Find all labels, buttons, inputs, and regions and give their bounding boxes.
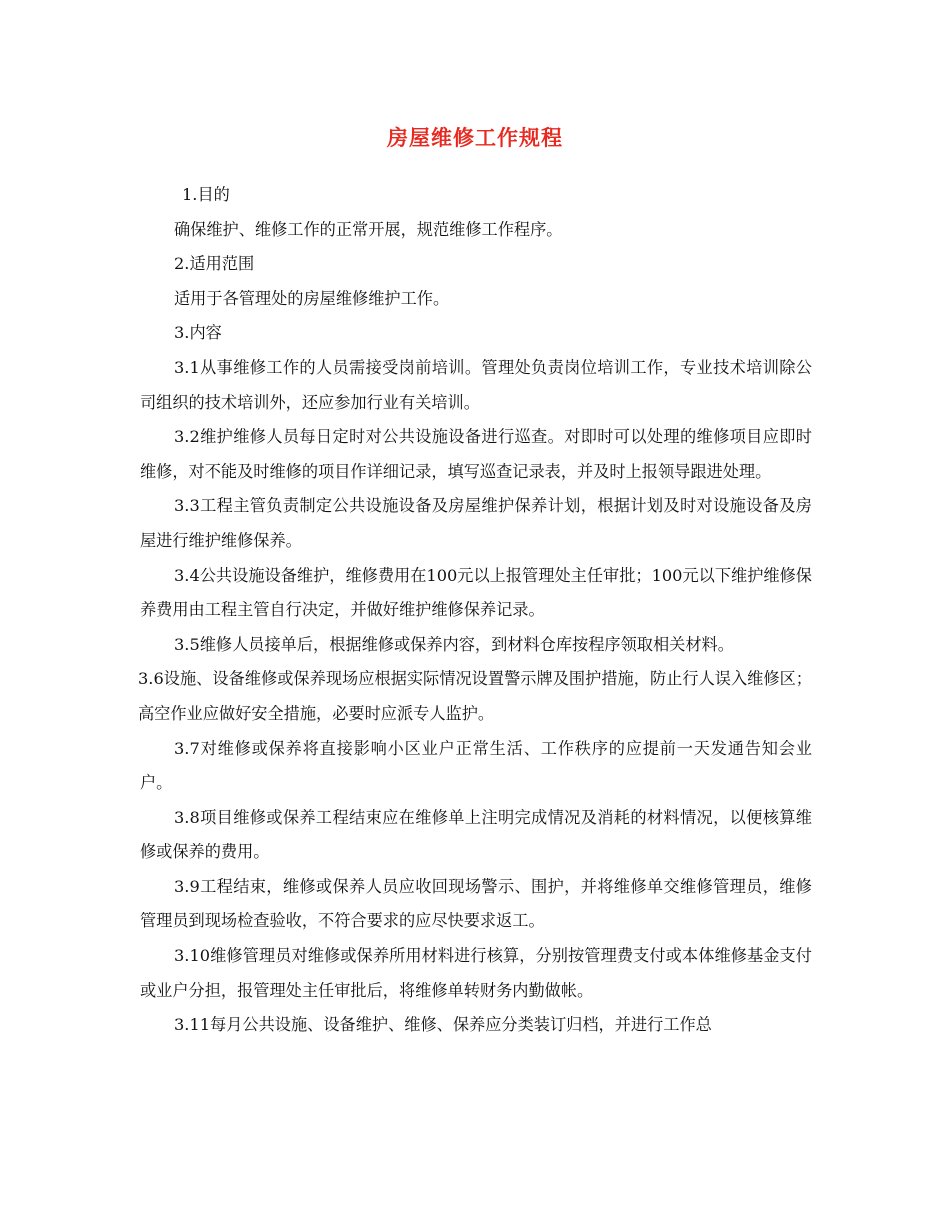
paragraph-scope: 适用于各管理处的房屋维修维护工作。 <box>174 288 450 308</box>
paragraph-3-5: 3.5维修人员接单后，根据维修或保养内容，到材料仓库按程序领取相关材料。 <box>174 634 734 654</box>
section-heading-content: 3.内容 <box>174 323 222 343</box>
paragraph-3-6: 3.6设施、设备维修或保养现场应根据实际情况设置警示牌及围护措施，防止行人误入维修区；高空作业应做好安全措施，必要时应派专人监护。 <box>138 669 812 723</box>
section-heading-purpose: 1.目的 <box>182 185 230 204</box>
paragraph-3-2: 3.2维护维修人员每日定时对公共设施设备进行巡查。对即时可以处理的维修项目应即时维修，对不能及时维修的项目作详细记录，填写巡查记录表，并及时上报领导跟进处理。 <box>140 427 812 481</box>
paragraph-purpose: 确保维护、维修工作的正常开展，规范维修工作程序。 <box>174 219 563 239</box>
paragraph-3-8: 3.8项目维修或保养工程结束应在维修单上注明完成情况及消耗的材料情况，以便核算维修或保养的费用。 <box>140 807 812 862</box>
paragraph-3-9: 3.9工程结束，维修或保养人员应收回现场警示、围护，并将维修单交维修管理员，维修管理员到现场检查验收，不符合要求的应尽快要求返工。 <box>140 876 812 931</box>
document-body <box>140 178 812 1043</box>
section-heading-scope: 2.适用范围 <box>174 254 255 274</box>
paragraph-3-11: 3.11每月公共设施、设备维护、维修、保养应分类装订归档，并进行工作总 <box>174 1015 712 1035</box>
paragraph-3-3: 3.3工程主管负责制定公共设施设备及房屋维护保养计划，根据计划及时对设施设备及房屋进行维护维修保养。 <box>140 496 812 550</box>
paragraph-3-7: 3.7对维修或保养将直接影响小区业户正常生活、工作秩序的应提前一天发通告知会业户。 <box>140 738 812 793</box>
paragraph-3-10: 3.10维修管理员对维修或保养所用材料进行核算，分别按管理费支付或本体维修基金支付或业户分担，报管理处主任审批后，将维修单转财务内勤做帐。 <box>140 946 812 1000</box>
paragraph-3-1: 3.1从事维修工作的人员需接受岗前培训。管理处负责岗位培训工作，专业技术培训除公司组织的技术培训外，还应参加行业有关培训。 <box>140 357 812 412</box>
document-title: 房屋维修工作规程 <box>387 126 563 150</box>
paragraph-3-4: 3.4公共设施设备维护，维修费用在100元以上报管理处主任审批；100元以下维护维修保养费用由工程主管自行决定，并做好维护维修保养记录。 <box>140 565 812 620</box>
